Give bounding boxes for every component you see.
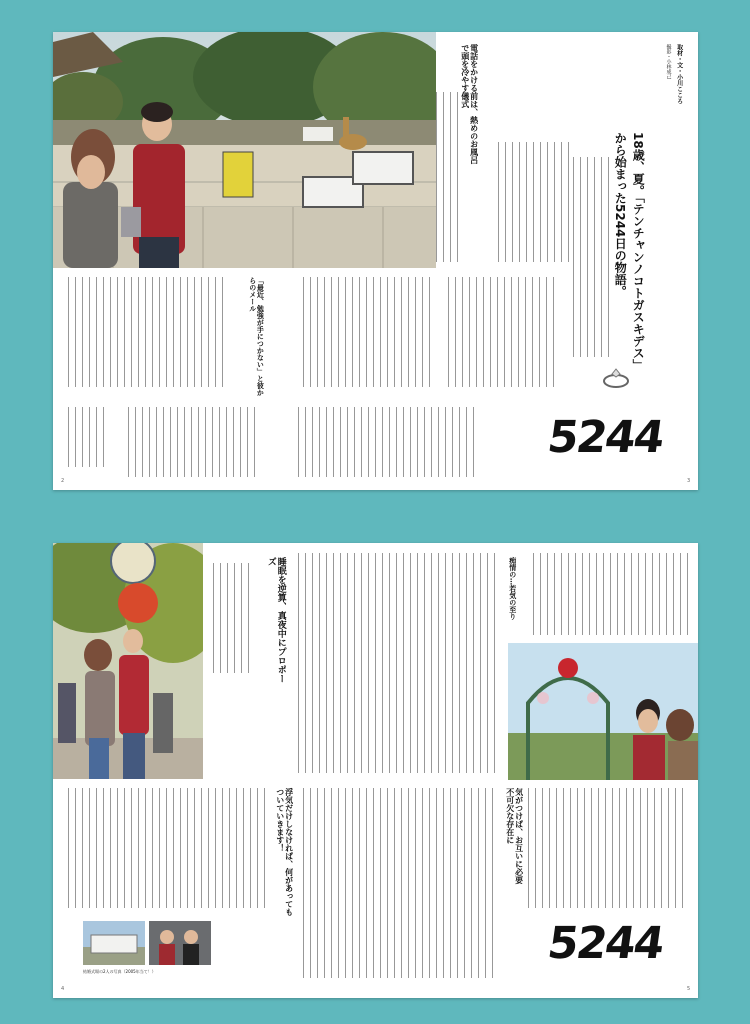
body-text-row-5	[128, 407, 258, 477]
body-text-right-top	[573, 157, 613, 357]
page-number-left: 2	[61, 478, 65, 484]
lead-body-text	[436, 92, 458, 262]
couple-park-photo	[53, 543, 203, 779]
photo-caption: 結婚式場の2人の写真（2005年当て！）	[83, 969, 156, 974]
body-text-b5	[303, 788, 498, 978]
body-text-b4	[68, 788, 268, 908]
page-number-right: 3	[687, 478, 691, 484]
ring-icon	[601, 367, 631, 389]
body-text-row-1	[68, 277, 228, 387]
feature-title-line1: 18歳、夏。「テンチャンノコトガスキデス」	[631, 132, 646, 371]
couple-arch-photo	[508, 643, 698, 780]
body-text-row-4	[68, 407, 108, 467]
page-number-right-bottom: 5	[687, 986, 691, 992]
building-photo	[83, 921, 145, 965]
couple-zoo-photo	[53, 32, 436, 268]
magazine-page-top	[53, 32, 698, 490]
body-text-b6	[528, 788, 688, 908]
heading-proposal: 睡眠を逆算、真夜中にプロポーズ	[265, 557, 286, 683]
heading-necessary: 気がつけば、お互いに必要不可欠な存在に	[505, 788, 524, 884]
heading-youth: 痴情の…若気の至り	[508, 557, 517, 620]
body-text-row-2	[303, 277, 433, 387]
heading-follow: 浮気だけしなければ、何があってもついていきます！	[275, 788, 294, 916]
logo-5244-bottom: 5244	[544, 918, 667, 969]
magazine-page-bottom	[53, 543, 698, 998]
body-text-b2	[298, 553, 498, 773]
credit-photo: 撮影・小林成己	[665, 44, 672, 79]
lead-heading: 電話をかける前は、熱めのお風呂で頭を冷やす儀式	[460, 44, 479, 164]
body-text-row-6	[298, 407, 478, 477]
credit-story: 取材・文・小川こころ	[675, 44, 683, 104]
body-text-b3	[533, 553, 688, 635]
section-heading: 「最近、勉強が手につかない」と彼からのメール	[248, 277, 265, 396]
intro-body-text-top	[498, 142, 570, 262]
page-number-left-bottom: 4	[61, 986, 65, 992]
couple-selfie-photo	[149, 921, 211, 965]
body-text-row-3	[448, 277, 558, 387]
feature-title-line2: から始まった5244日の物語。	[613, 132, 628, 298]
logo-5244: 5244	[544, 412, 667, 463]
body-text-b1	[213, 563, 253, 673]
